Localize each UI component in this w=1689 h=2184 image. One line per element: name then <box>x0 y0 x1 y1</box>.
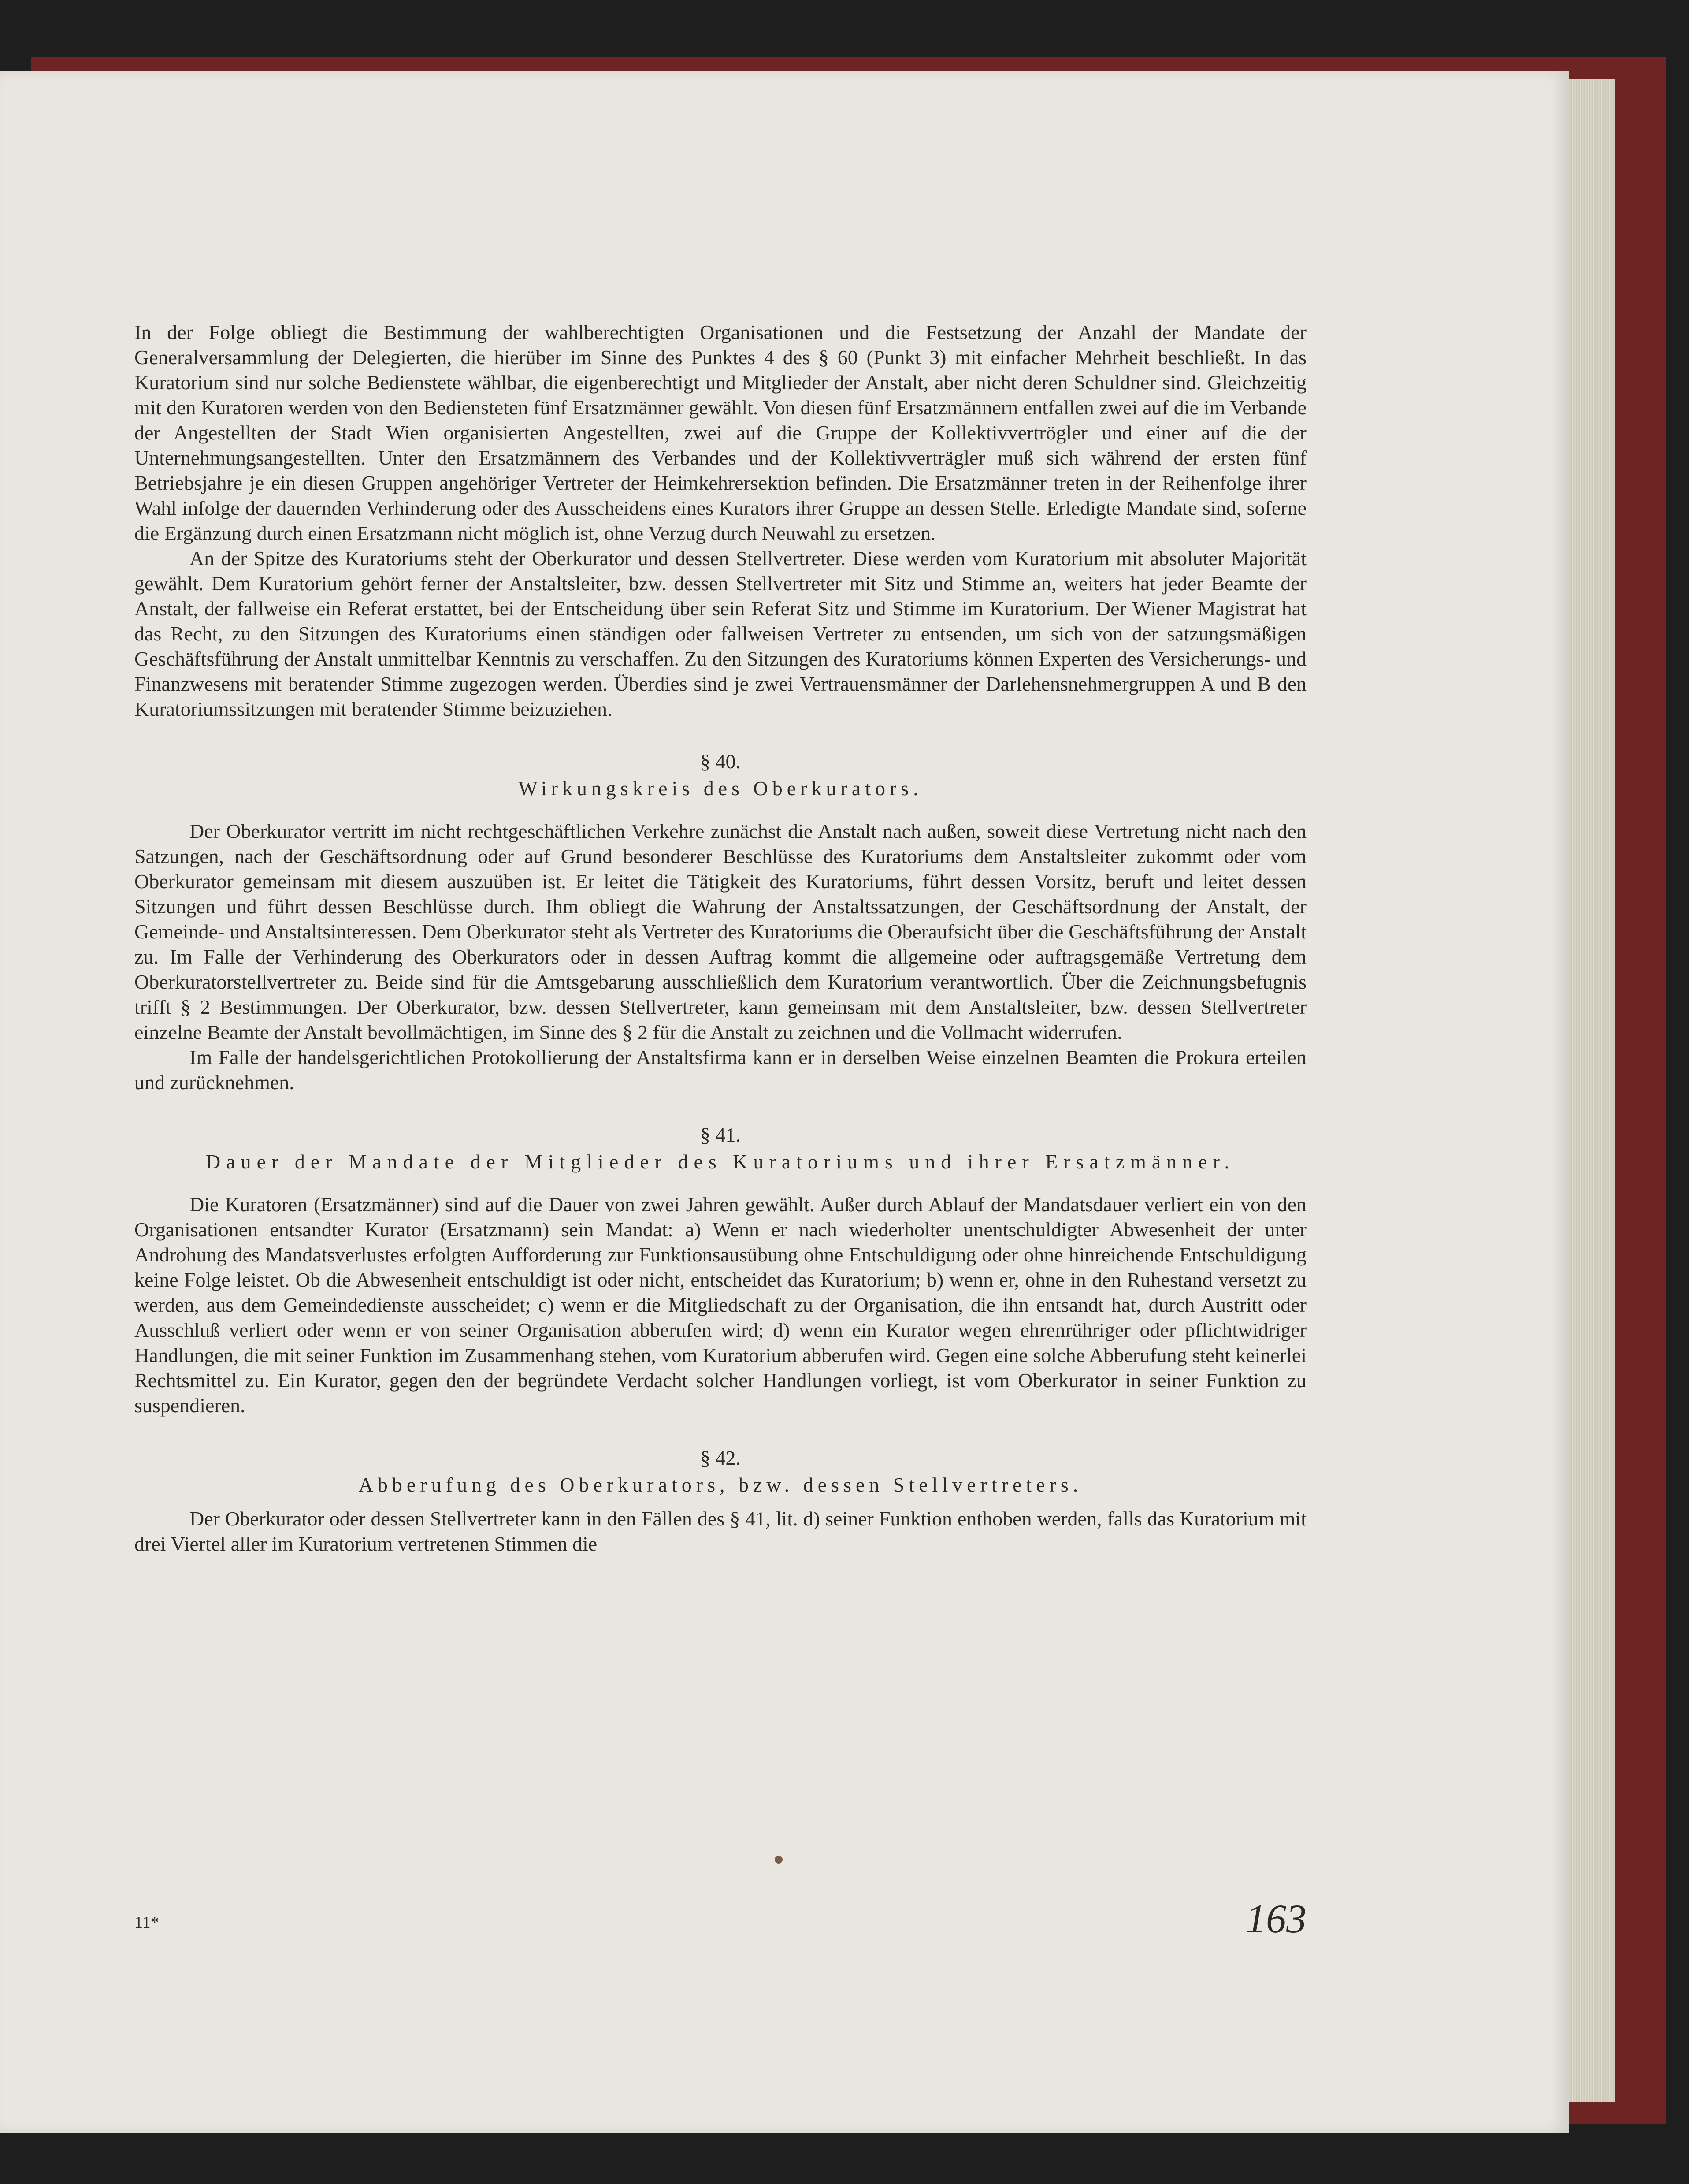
sheet-signature: 11* <box>134 1913 159 1932</box>
book-page <box>0 71 1569 2133</box>
page-edges <box>1562 79 1615 2102</box>
section-title: Dauer der Mandate der Mitglieder des Kuratoriums und ihrer Ersatzmänner. <box>206 1150 1235 1173</box>
section-number: § 42. <box>700 1447 741 1469</box>
paragraph: Der Oberkurator vertritt im nicht rechtgeschäftlichen Verkehre zunächst die Anstalt nach außen, soweit diese Vertretung nicht nach den Satzungen, nach der Geschäftsordnung oder auf Grund besonderer Beschlüsse des Kuratoriums dem Anstaltsleiter zukommt oder vom Oberkurator gemeinsam mit diesem auszuüben ist. Er leitet die Tätigkeit des Kuratoriums, führt dessen Vorsitz, beruft und leitet dessen Sitzungen und führt dessen Beschlüsse durch. Ihm obliegt die Wahrung der Anstaltssatzungen, der Geschäftsordnung der Anstalt, der Gemeinde- und Anstaltsinteressen. Dem Oberkurator steht als Vertreter des Kuratoriums die Oberaufsicht über die Geschäftsführung der Anstalt zu. Im Falle der Verhinderung des Oberkurators oder in dessen Auftrag kommt die allgemeine oder auftragsgemäße Vertretung dem Oberkuratorstellvertreter zu. Beide sind für die Amtsgebarung ausschließlich dem Kuratorium verantwortlich. Über die Zeichnungsbefugnis trifft § 2 Bestimmungen. Der Oberkurator, bzw. dessen Stellvertreter, kann gemeinsam mit dem Anstaltsleiter, bzw. dessen Stellvertreter einzelne Beamte der Anstalt bevollmächtigen, im Sinne des § 2 für die Anstalt zu zeichnen und die Vollmacht widerrufen. <box>134 820 1307 1043</box>
paragraph: Der Oberkurator oder dessen Stellvertreter kann in den Fällen des § 41, lit. d) seiner Funktion enthoben werden, falls das Kuratorium mit drei Viertel aller im Kuratorium vertretenen Stimmen die <box>134 1507 1307 1555</box>
section-number: § 40. <box>700 750 741 773</box>
section-number: § 41. <box>700 1124 741 1146</box>
page-body <box>134 320 1307 1556</box>
paragraph: In der Folge obliegt die Bestimmung der wahlberechtigten Organisationen und die Festsetzung der Anzahl der Mandate der Generalversammlung der Delegierten, die hierüber im Sinne des Punktes 4 des § 60 (Punkt 3) mit einfacher Mehrheit beschließt. In das Kuratorium sind nur solche Bedienstete wählbar, die eigenberechtigt und Mitglieder der Anstalt, aber nicht deren Schuldner sind. Gleichzeitig mit den Kuratoren werden von den Bediensteten fünf Ersatzmänner gewählt. Von diesen fünf Ersatzmännern entfallen zwei auf die im Verbande der Angestellten der Stadt Wien organisierten Angestellten, zwei auf die Gruppe der Kollektivvertrögler und einer auf die der Unternehmungsangestellten. Unter den Ersatzmännern des Verbandes und der Kollektivverträgler muß sich während der ersten fünf Betriebsjahre je ein diesen Gruppen angehöriger Vertreter der Heimkehrersektion befinden. Die Ersatzmänner treten in der Reihenfolge ihrer Wahl infolge der dauernden Verhinderung oder des Ausscheidens eines Kurators ihrer Gruppe an dessen Stelle. Erledigte Mandate sind, soferne die Ergänzung durch einen Ersatzmann nicht möglich ist, ohne Verzug durch Neuwahl zu ersetzen. <box>134 321 1307 544</box>
section-title: Wirkungskreis des Oberkurators. <box>518 777 923 800</box>
printer-ornament <box>775 1856 783 1864</box>
page-number: 163 <box>1246 1896 1307 1941</box>
paragraph: Die Kuratoren (Ersatzmänner) sind auf die Dauer von zwei Jahren gewählt. Außer durch Ablauf der Mandatsdauer verliert ein von den Organisationen entsandter Kurator (Ersatzmann) sein Mandat: a) Wenn er nach wiederholter unentschuldigter Abwesenheit der unter Androhung des Mandatsverlustes erfolgten Aufforderung zur Funktionsausübung ohne Entschuldigung oder ohne hinreichende Entschuldigung keine Folge leistet. Ob die Abwesenheit entschuldigt ist oder nicht, entscheidet das Kuratorium; b) wenn er, ohne in den Ruhestand versetzt zu werden, aus dem Gemeindedienste ausscheidet; c) wenn er die Mitgliedschaft zu der Organisation, die ihn entsandt hat, durch Austritt oder Ausschluß verliert oder wenn er von seiner Organisation abberufen wird; d) wenn ein Kurator wegen ehrenrühriger oder pflichtwidriger Handlungen, die mit seiner Funktion im Zusammenhang stehen, vom Kuratorium abberufen wird. Gegen eine solche Abberufung steht keinerlei Rechtsmittel zu. Ein Kurator, gegen den der begründete Verdacht solcher Handlungen vorliegt, ist vom Oberkurator in seiner Funktion zu suspendieren. <box>134 1193 1307 1417</box>
section-title: Abberufung des Oberkurators, bzw. dessen Stellvertreters. <box>358 1473 1083 1496</box>
paragraph: Im Falle der handelsgerichtlichen Protokollierung der Anstaltsfirma kann er in derselben Weise einzelnen Beamten die Prokura erteilen und zurücknehmen. <box>134 1046 1307 1094</box>
paragraph: An der Spitze des Kuratoriums steht der Oberkurator und dessen Stellvertreter. Diese werden vom Kuratorium mit absoluter Majorität gewählt. Dem Kuratorium gehört ferner der Anstaltsleiter, bzw. dessen Stellvertreter mit Sitz und Stimme an, weiters hat jeder Beamte der Anstalt, der fallweise ein Referat erstattet, bei der Entscheidung über sein Referat Sitz und Stimme im Kuratorium. Der Wiener Magistrat hat das Recht, zu den Sitzungen des Kuratoriums einen ständigen oder fallweisen Vertreter zu entsenden, um sich von der satzungsmäßigen Geschäftsführung der Anstalt unmittelbar Kenntnis zu verschaffen. Zu den Sitzungen des Kuratoriums können Experten des Versicherungs- und Finanzwesens mit beratender Stimme zugezogen werden. Überdies sind je zwei Vertrauensmänner der Darlehensnehmergruppen A und B den Kuratoriumssitzungen mit beratender Stimme beizuziehen. <box>134 547 1307 720</box>
